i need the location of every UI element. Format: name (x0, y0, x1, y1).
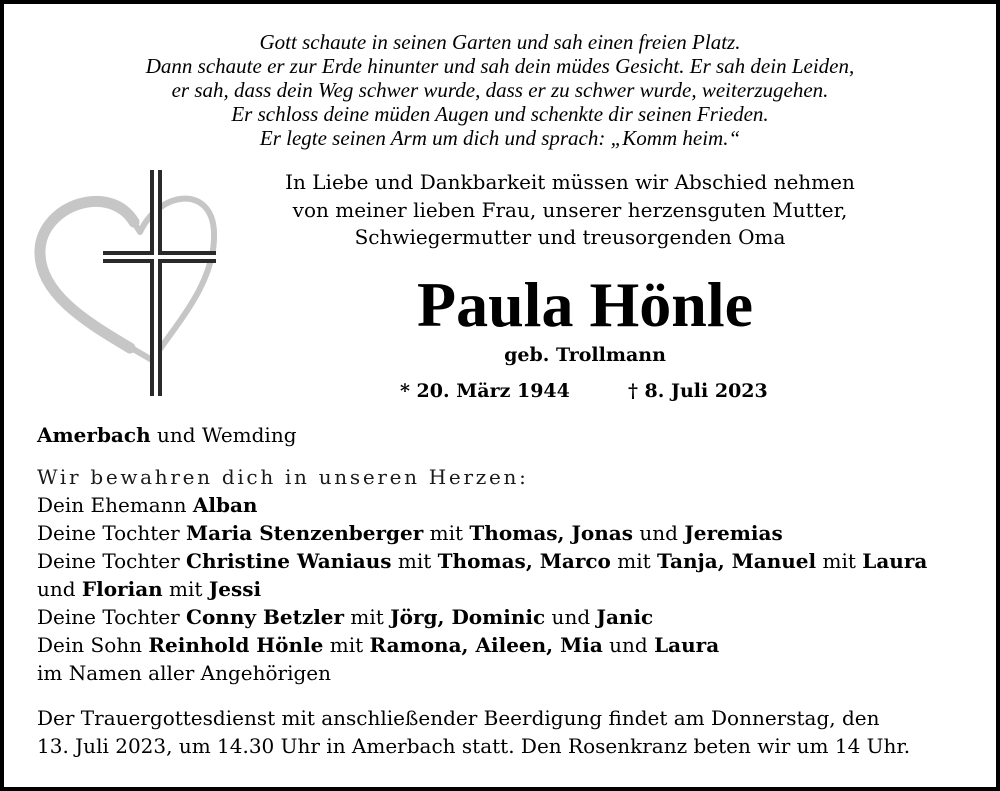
mourners-closing: im Namen aller Angehörigen (37, 661, 332, 685)
text-segment: mit (323, 633, 370, 657)
location-line (37, 421, 297, 449)
bold-name: Laura (862, 549, 928, 573)
text-segment: und (602, 633, 655, 657)
bold-name: Reinhold Hönle (148, 633, 324, 657)
bold-name: Tanja, Manuel (657, 549, 817, 573)
heart-icon (40, 199, 214, 360)
service-line: 13. Juli 2023, um 14.30 Uhr in Amerbach statt. Den Rosenkranz beten wir um 14 Uhr. (37, 734, 911, 758)
intro-line: von meiner lieben Frau, unserer herzensguten Mutter, (292, 197, 848, 222)
service-line: Der Trauergottesdienst mit anschließender Beerdigung findet am Donnerstag, den (37, 706, 880, 730)
poem-line: er sah, dass dein Weg schwer wurde, dass er zu schwer wurde, weiterzugehen. (171, 78, 829, 102)
deceased-name: Paula Hönle (416, 269, 754, 340)
death-date: † 8. Juli 2023 (628, 380, 768, 402)
text-segment: Deine Tochter (37, 521, 187, 545)
text-segment: und (37, 577, 82, 601)
intro-text (250, 169, 890, 252)
mourner-line (37, 575, 927, 603)
bold-name: Maria Stenzenberger (186, 521, 424, 545)
bold-name: Thomas, Marco (437, 549, 611, 573)
heart-cross-emblem (30, 160, 230, 405)
mourner-line (37, 631, 927, 659)
poem-line: Er schloss deine müden Augen und schenkte dir seinen Frieden. (231, 102, 769, 126)
bold-name: Jörg, Dominic (390, 605, 546, 629)
bold-name: Christine Waniaus (186, 549, 392, 573)
bold-name: Conny Betzler (186, 605, 345, 629)
intro-line: Schwiegermutter und treusorgenden Oma (354, 225, 786, 249)
text-segment: mit (816, 549, 863, 573)
poem-line: Dann schaute er zur Erde hinunter und sah dein müdes Gesicht. Er sah dein Leiden, (145, 54, 855, 78)
text-segment: mit (162, 577, 209, 601)
birth-date: * 20. März 1944 (400, 380, 570, 402)
text-segment: Deine Tochter (37, 605, 187, 629)
bold-name: Jeremias (684, 521, 783, 545)
text-segment: Deine Tochter (37, 549, 187, 573)
text-segment: mit (391, 549, 438, 573)
text-segment: und Wemding (150, 423, 297, 447)
poem-line: Er legte seinen Arm um dich und sprach: „Komm heim.“ (259, 126, 741, 150)
text-segment: Dein Ehemann (37, 493, 193, 517)
bold-name: Janic (596, 605, 654, 629)
mourners-block (37, 463, 927, 687)
bold-name: Laura (654, 633, 720, 657)
bold-name: Jessi (208, 577, 262, 601)
maiden-name: geb. Trollmann (504, 344, 666, 366)
poem-line: Gott schaute in seinen Garten und sah einen freien Platz. (259, 30, 741, 54)
bold-name: Amerbach (37, 423, 151, 447)
bold-name: Alban (192, 493, 258, 517)
mourner-line (37, 603, 927, 631)
mourner-line (37, 519, 927, 547)
text-segment: Dein Sohn (37, 633, 149, 657)
text-segment: mit (423, 521, 470, 545)
bold-name: Ramona, Aileen, Mia (369, 633, 603, 657)
mourner-line (37, 547, 927, 575)
poem (0, 30, 1000, 150)
text-segment: und (545, 605, 597, 629)
bold-name: Thomas, Jonas (469, 521, 634, 545)
intro-line: In Liebe und Dankbarkeit müssen wir Abschied nehmen (285, 170, 855, 194)
service-info (37, 704, 910, 760)
text-segment: mit (610, 549, 658, 573)
text-segment: mit (344, 605, 391, 629)
mourners-heading: Wir bewahren dich in unseren Herzen: (37, 465, 529, 489)
text-segment: und (633, 521, 685, 545)
bold-name: Florian (81, 577, 163, 601)
mourner-line (37, 491, 927, 519)
